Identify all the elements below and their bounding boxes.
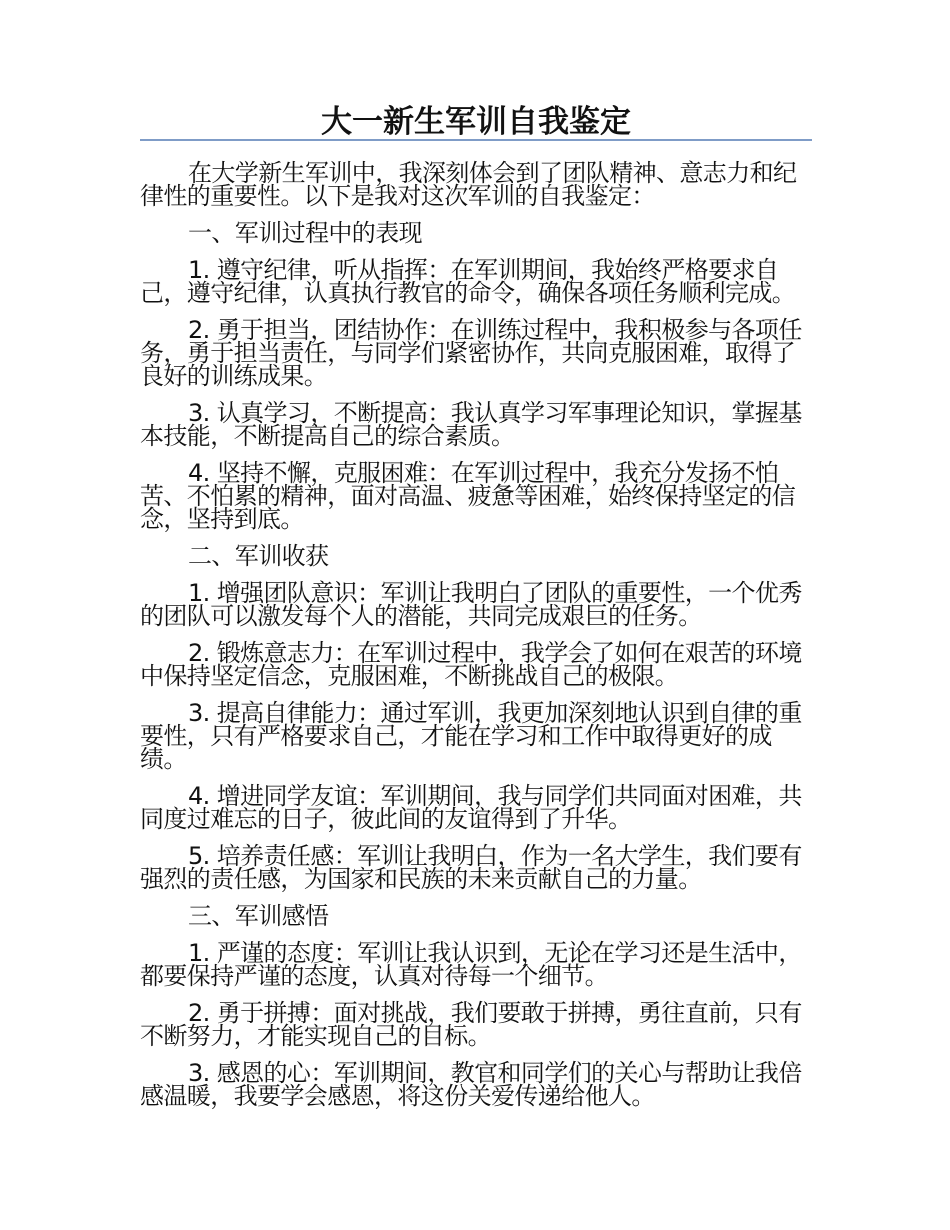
section-heading-insights: 三、军训感悟 [188,902,329,930]
list-item: 1. 遵守纪律，听从指挥：在军训期间，我始终严格要求自己，遵守纪律，认真执行教官的命令，确保各项任务顺利完成。 [140,256,796,307]
list-item: 3. 感恩的心：军训期间，教官和同学们的关心与帮助让我倍感温暖，我要学会感恩，将这份关爱传递给他人。 [140,1059,802,1110]
list-item: 2. 锻炼意志力：在军训过程中，我学会了如何在艰苦的环境中保持坚定信念，克服困难，不断挑战自己的极限。 [140,639,802,690]
list-item: 1. 严谨的态度：军训让我认识到，无论在学习还是生活中，都要保持严谨的态度，认真对待每一个细节。 [140,939,802,990]
list-item: 5. 培养责任感：军训让我明白，作为一名大学生，我们要有强烈的责任感，为国家和民族的未来贡献自己的力量。 [140,842,802,893]
document-page [140,104,812,1108]
list-item: 1. 增强团队意识：军训让我明白了团队的重要性，一个优秀的团队可以激发每个人的潜能，共同完成艰巨的任务。 [140,579,802,630]
list-item: 4. 坚持不懈，克服困难：在军训过程中，我充分发扬不怕苦、不怕累的精神，面对高温、疲惫等困难，始终保持坚定的信念，坚持到底。 [140,459,796,533]
intro-paragraph: 在大学新生军训中，我深刻体会到了团队精神、意志力和纪律性的重要性。以下是我对这次军训的自我鉴定： [140,159,797,210]
document-title: 大一新生军训自我鉴定 [140,104,812,141]
list-item: 4. 增进同学友谊：军训期间，我与同学们共同面对困难，共同度过难忘的日子，彼此间的友谊得到了升华。 [140,782,802,833]
list-item: 3. 认真学习，不断提高：我认真学习军事理论知识，掌握基本技能，不断提高自己的综合素质。 [140,399,802,450]
document-body [140,159,812,1110]
list-item: 2. 勇于担当，团结协作：在训练过程中，我积极参与各项任务，勇于担当责任，与同学们紧密协作，共同克服困难，取得了良好的训练成果。 [140,316,802,390]
list-item: 2. 勇于拼搏：面对挑战，我们要敢于拼搏，勇往直前，只有不断努力，才能实现自己的目标。 [140,999,802,1050]
section-heading-performance: 一、军训过程中的表现 [188,219,422,247]
list-item: 3. 提高自律能力：通过军训，我更加深刻地认识到自律的重要性，只有严格要求自己，才能在学习和工作中取得更好的成绩。 [140,699,802,773]
section-heading-gains: 二、军训收获 [188,542,329,570]
